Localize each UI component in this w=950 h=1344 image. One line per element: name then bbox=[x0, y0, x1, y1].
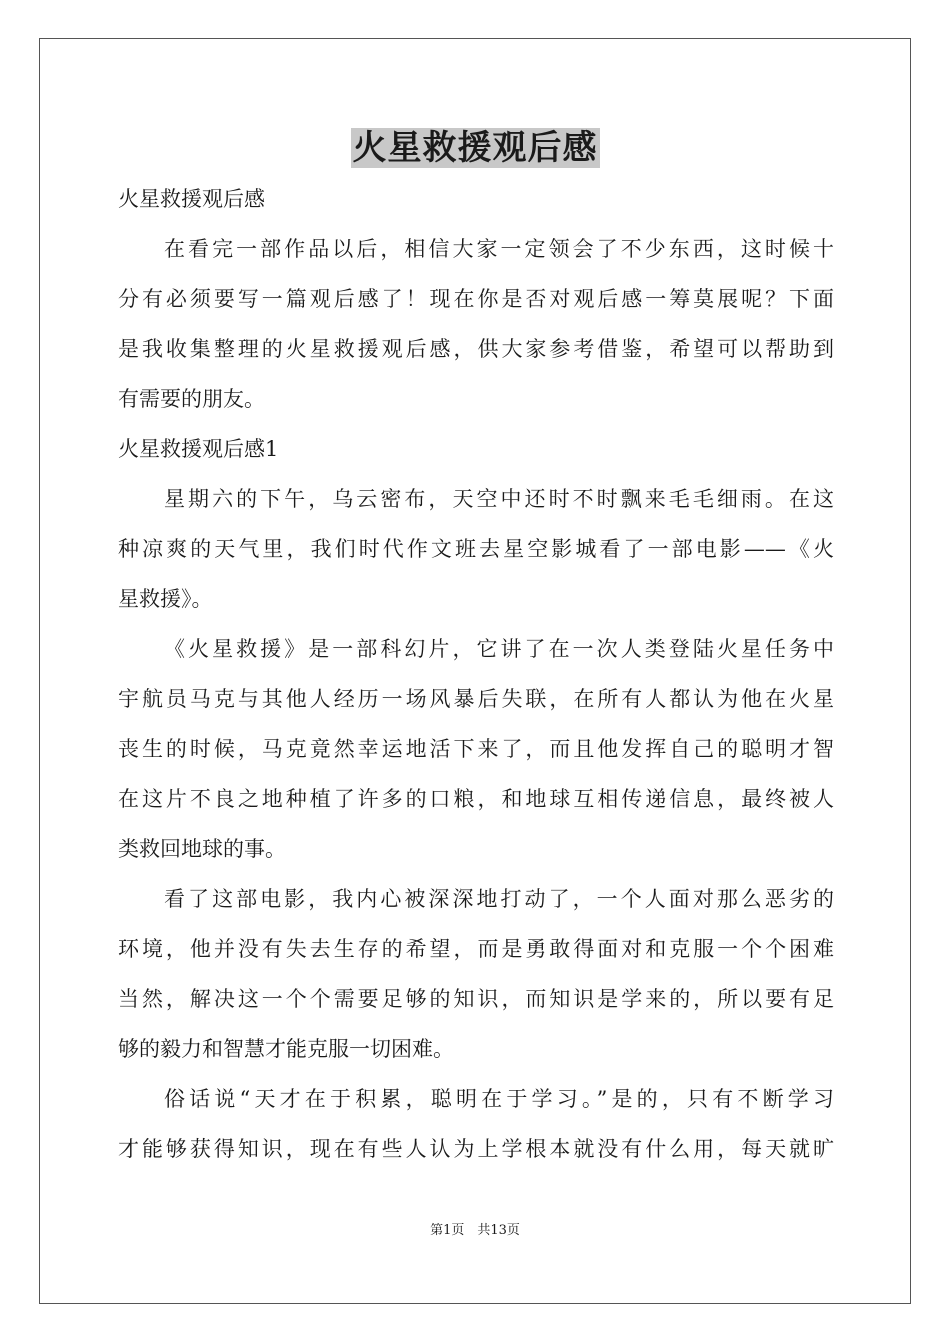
document-title: 火星救援观后感 bbox=[352, 128, 598, 168]
paragraph-line: 种凉爽的天气里，我们时代作文班去星空影城看了一部电影——《火 bbox=[118, 537, 834, 561]
subtitle: 火星救援观后感 bbox=[118, 187, 265, 211]
paragraph-line: 星期六的下午，乌云密布，天空中还时不时飘来毛毛细雨。在这 bbox=[164, 487, 834, 511]
paragraph-line: 星救援》。 bbox=[118, 587, 213, 611]
paragraph-line: 才能够获得知识，现在有些人认为上学根本就没有什么用，每天就旷 bbox=[118, 1137, 834, 1161]
paragraph-line: 宇航员马克与其他人经历一场风暴后失联，在所有人都认为他在火星 bbox=[118, 687, 834, 711]
intro-line: 分有必须要写一篇观后感了！现在你是否对观后感一筹莫展呢？下面 bbox=[118, 287, 834, 311]
paragraph-line: 丧生的时候，马克竟然幸运地活下来了，而且他发挥自己的聪明才智 bbox=[118, 737, 834, 761]
paragraph-line: 当然，解决这一个个需要足够的知识，而知识是学来的，所以要有足 bbox=[118, 987, 834, 1011]
title-container bbox=[0, 128, 950, 168]
paragraph-line: 俗话说“天才在于积累，聪明在于学习。”是的，只有不断学习 bbox=[164, 1087, 834, 1111]
section-heading: 火星救援观后感1 bbox=[118, 437, 279, 461]
intro-line: 是我收集整理的火星救援观后感，供大家参考借鉴，希望可以帮助到 bbox=[118, 337, 834, 361]
paragraph-line: 够的毅力和智慧才能克服一切困难。 bbox=[118, 1037, 454, 1061]
intro-line: 在看完一部作品以后，相信大家一定领会了不少东西，这时候十 bbox=[164, 237, 834, 261]
paragraph-line: 看了这部电影，我内心被深深地打动了，一个人面对那么恶劣的 bbox=[164, 887, 834, 911]
paragraph-line: 类救回地球的事。 bbox=[118, 837, 286, 861]
paragraph-line: 环境，他并没有失去生存的希望，而是勇敢得面对和克服一个个困难 bbox=[118, 937, 834, 961]
paragraph-line: 在这片不良之地种植了许多的口粮，和地球互相传递信息，最终被人 bbox=[118, 787, 834, 811]
intro-line: 有需要的朋友。 bbox=[118, 387, 265, 411]
page-footer: 第1页 共13页 bbox=[430, 1223, 520, 1238]
paragraph-line: 《火星救援》是一部科幻片，它讲了在一次人类登陆火星任务中 bbox=[164, 637, 834, 661]
page-border bbox=[39, 38, 911, 1304]
